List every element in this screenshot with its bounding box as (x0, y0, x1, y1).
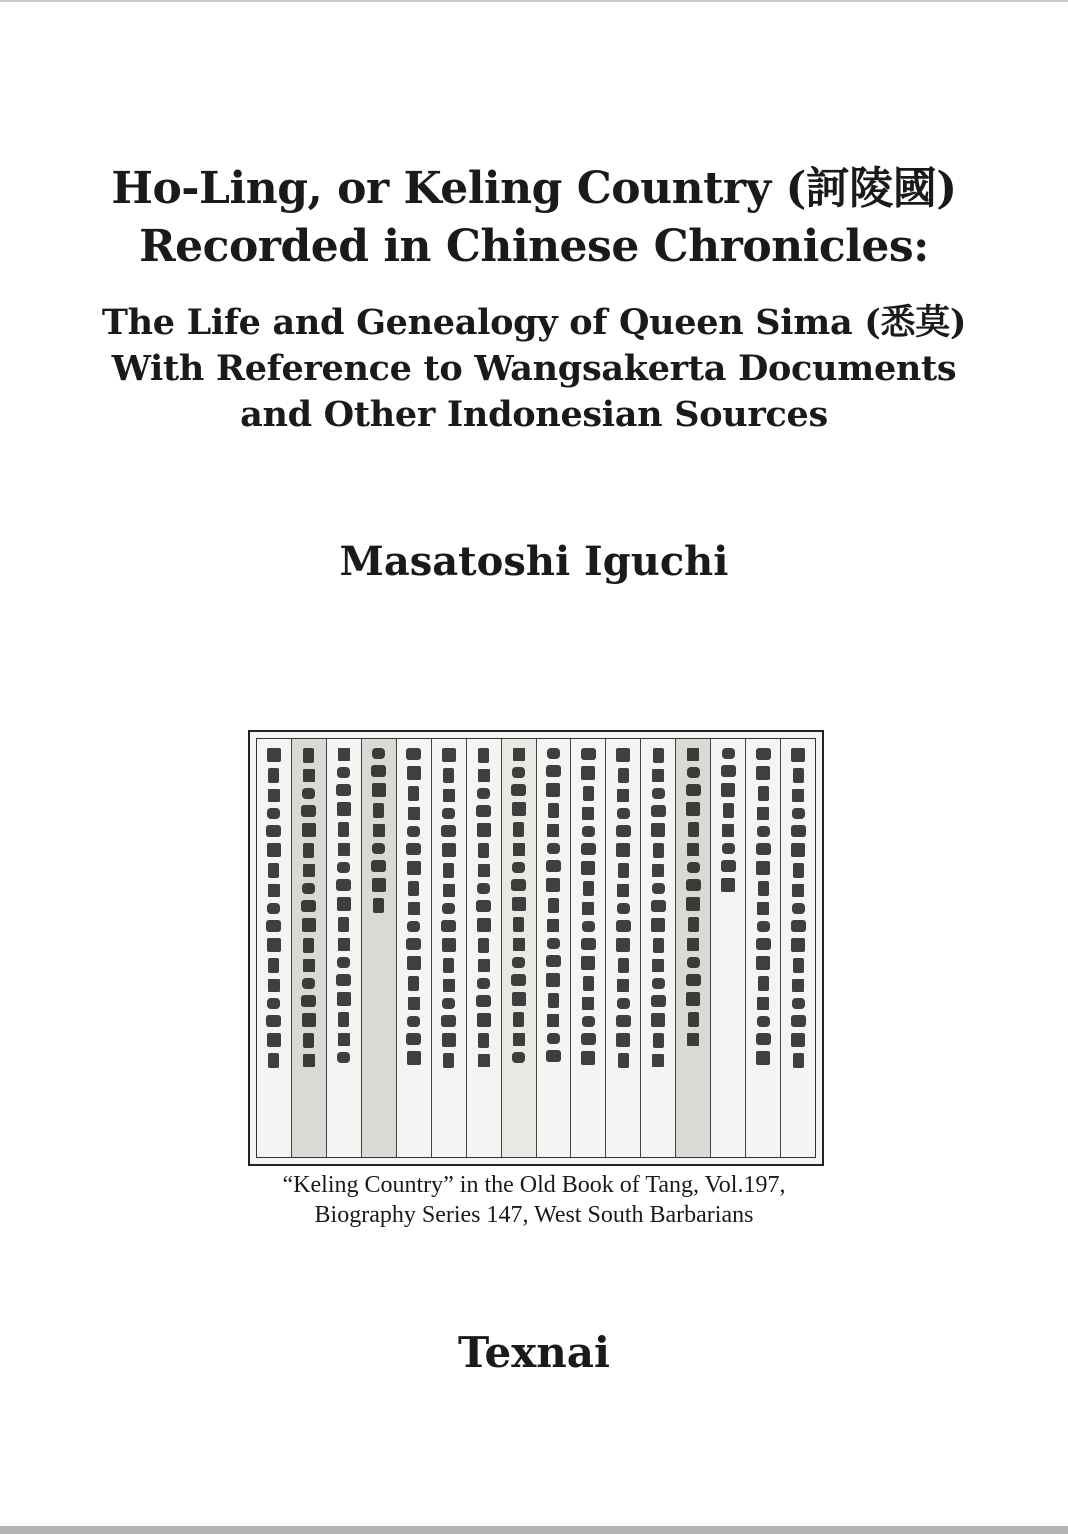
glyph-mark (722, 843, 735, 854)
glyph-mark (478, 938, 489, 953)
glyph-mark (373, 803, 384, 818)
caption-line-2: Biography Series 147, West South Barbarians (314, 1202, 754, 1228)
glyph-mark (721, 765, 736, 777)
glyph-mark (582, 921, 595, 932)
text-column (501, 739, 536, 1157)
glyph-mark (513, 1012, 524, 1027)
glyph-mark (513, 843, 525, 856)
text-column (780, 739, 815, 1157)
subtitle-line-3: and Other Indonesian Sources (240, 394, 828, 435)
glyph-mark (616, 748, 630, 762)
glyph-mark (686, 974, 701, 986)
text-column (396, 739, 431, 1157)
glyph-mark (756, 748, 771, 760)
glyph-mark (511, 784, 526, 796)
glyph-mark (652, 978, 665, 989)
glyph-mark (653, 1033, 664, 1048)
glyph-mark (337, 802, 351, 816)
glyph-mark (302, 823, 316, 837)
glyph-mark (618, 863, 629, 878)
glyph-mark (792, 998, 805, 1009)
glyph-mark (757, 826, 770, 837)
glyph-mark (511, 974, 526, 986)
glyph-mark (652, 883, 665, 894)
glyph-mark (371, 860, 386, 872)
glyph-mark (793, 958, 804, 973)
glyph-mark (546, 878, 560, 892)
chronicle-text-columns (256, 738, 816, 1158)
subtitle-line-2: With Reference to Wangsakerta Documents (111, 348, 957, 389)
glyph-mark (792, 884, 804, 897)
glyph-mark (268, 884, 280, 897)
glyph-mark (477, 883, 490, 894)
glyph-mark (338, 843, 350, 856)
glyph-mark (547, 919, 559, 932)
glyph-mark (303, 748, 314, 763)
glyph-mark (756, 861, 770, 875)
glyph-mark (301, 995, 316, 1007)
glyph-mark (478, 748, 489, 763)
glyph-mark (442, 808, 455, 819)
glyph-mark (791, 938, 805, 952)
glyph-mark (406, 748, 421, 760)
glyph-mark (653, 843, 664, 858)
caption-line-1: “Keling Country” in the Old Book of Tang, Vol.197, (282, 1172, 786, 1198)
glyph-mark (687, 1033, 699, 1046)
glyph-mark (652, 864, 664, 877)
glyph-mark (442, 903, 455, 914)
glyph-mark (441, 825, 456, 837)
glyph-mark (791, 1015, 806, 1027)
glyph-mark (686, 802, 700, 816)
glyph-mark (581, 956, 595, 970)
text-column (745, 739, 780, 1157)
text-column (605, 739, 640, 1157)
glyph-mark (686, 992, 700, 1006)
glyph-mark (756, 1051, 770, 1065)
glyph-mark (302, 1013, 316, 1027)
glyph-mark (756, 956, 770, 970)
glyph-mark (408, 807, 420, 820)
glyph-mark (653, 938, 664, 953)
glyph-mark (337, 897, 351, 911)
glyph-mark (407, 861, 421, 875)
glyph-mark (756, 843, 771, 855)
glyph-mark (791, 1033, 805, 1047)
publisher-name: Texnai (458, 1328, 610, 1377)
glyph-mark (686, 879, 701, 891)
glyph-mark (372, 748, 385, 759)
glyph-mark (268, 958, 279, 973)
glyph-mark (651, 805, 666, 817)
glyph-mark (792, 903, 805, 914)
glyph-mark (756, 766, 770, 780)
glyph-mark (791, 748, 805, 762)
glyph-mark (372, 843, 385, 854)
glyph-mark (477, 788, 490, 799)
glyph-mark (407, 1016, 420, 1027)
glyph-mark (338, 917, 349, 932)
glyph-mark (442, 843, 456, 857)
glyph-mark (512, 767, 525, 778)
glyph-mark (443, 789, 455, 802)
glyph-mark (303, 1033, 314, 1048)
glyph-mark (616, 825, 631, 837)
glyph-mark (546, 955, 561, 967)
glyph-mark (406, 843, 421, 855)
glyph-mark (371, 765, 386, 777)
glyph-mark (407, 921, 420, 932)
glyph-mark (616, 920, 631, 932)
glyph-mark (513, 822, 524, 837)
glyph-mark (303, 1054, 315, 1067)
glyph-mark (687, 957, 700, 968)
glyph-mark (407, 766, 421, 780)
glyph-mark (476, 900, 491, 912)
glyph-mark (476, 805, 491, 817)
glyph-mark (651, 900, 666, 912)
glyph-mark (616, 843, 630, 857)
glyph-mark (651, 1013, 665, 1027)
glyph-mark (303, 769, 315, 782)
glyph-mark (757, 902, 769, 915)
glyph-mark (408, 881, 419, 896)
glyph-mark (477, 978, 490, 989)
text-column (326, 739, 361, 1157)
text-column (640, 739, 675, 1157)
glyph-mark (408, 902, 420, 915)
glyph-mark (758, 881, 769, 896)
glyph-mark (792, 979, 804, 992)
glyph-mark (687, 767, 700, 778)
glyph-mark (338, 1033, 350, 1046)
glyph-mark (303, 864, 315, 877)
glyph-mark (373, 824, 385, 837)
text-column (675, 739, 710, 1157)
glyph-mark (687, 843, 699, 856)
glyph-mark (618, 1053, 629, 1068)
glyph-mark (688, 822, 699, 837)
glyph-mark (548, 898, 559, 913)
text-column (257, 739, 291, 1157)
glyph-mark (547, 824, 559, 837)
glyph-mark (268, 979, 280, 992)
glyph-mark (688, 1012, 699, 1027)
glyph-mark (477, 1013, 491, 1027)
glyph-mark (617, 903, 630, 914)
glyph-mark (442, 938, 456, 952)
glyph-mark (581, 766, 595, 780)
glyph-mark (582, 826, 595, 837)
glyph-mark (512, 992, 526, 1006)
glyph-mark (337, 862, 350, 873)
author-name: Masatoshi Iguchi (339, 538, 729, 585)
glyph-mark (513, 1033, 525, 1046)
glyph-mark (372, 783, 386, 797)
top-border (0, 0, 1068, 2)
glyph-mark (792, 789, 804, 802)
glyph-mark (758, 786, 769, 801)
glyph-mark (513, 938, 525, 951)
glyph-mark (582, 807, 594, 820)
glyph-mark (512, 862, 525, 873)
glyph-mark (581, 1051, 595, 1065)
glyph-mark (758, 976, 769, 991)
glyph-mark (441, 920, 456, 932)
glyph-mark (546, 1050, 561, 1062)
glyph-mark (653, 748, 664, 763)
glyph-mark (336, 879, 351, 891)
glyph-mark (512, 957, 525, 968)
glyph-mark (617, 884, 629, 897)
glyph-mark (617, 979, 629, 992)
glyph-mark (477, 823, 491, 837)
glyph-mark (268, 768, 279, 783)
glyph-mark (651, 995, 666, 1007)
subtitle-line-1: The Life and Genealogy of Queen Sima (悉莫) (101, 302, 967, 343)
glyph-mark (582, 1016, 595, 1027)
text-column (431, 739, 466, 1157)
glyph-mark (581, 861, 595, 875)
glyph-mark (337, 992, 351, 1006)
glyph-mark (721, 783, 735, 797)
glyph-mark (338, 748, 350, 761)
title-line-2: Recorded in Chinese Chronicles: (139, 221, 929, 272)
glyph-mark (756, 938, 771, 950)
glyph-mark (478, 1054, 490, 1067)
glyph-mark (548, 803, 559, 818)
glyph-mark (303, 938, 314, 953)
glyph-mark (618, 958, 629, 973)
glyph-mark (408, 997, 420, 1010)
glyph-mark (338, 1012, 349, 1027)
glyph-mark (337, 1052, 350, 1063)
glyph-mark (547, 748, 560, 759)
glyph-mark (581, 748, 596, 760)
glyph-mark (652, 959, 664, 972)
glyph-mark (791, 825, 806, 837)
glyph-mark (791, 843, 805, 857)
glyph-mark (513, 917, 524, 932)
glyph-mark (721, 878, 735, 892)
glyph-mark (478, 769, 490, 782)
glyph-mark (406, 938, 421, 950)
glyph-mark (791, 920, 806, 932)
glyph-mark (686, 897, 700, 911)
glyph-mark (512, 897, 526, 911)
glyph-mark (478, 864, 490, 877)
glyph-mark (302, 788, 315, 799)
glyph-mark (443, 958, 454, 973)
text-column (710, 739, 745, 1157)
title-line-1: Ho-Ling, or Keling Country (訶陵國) (111, 163, 957, 214)
glyph-mark (338, 822, 349, 837)
glyph-mark (302, 918, 316, 932)
subtitle-block (0, 300, 1068, 438)
glyph-mark (651, 823, 665, 837)
glyph-mark (267, 748, 281, 762)
glyph-mark (616, 938, 630, 952)
glyph-mark (266, 825, 281, 837)
glyph-mark (722, 748, 735, 759)
glyph-mark (756, 1033, 771, 1045)
glyph-mark (617, 808, 630, 819)
glyph-mark (583, 976, 594, 991)
glyph-mark (546, 973, 560, 987)
glyph-mark (302, 978, 315, 989)
glyph-mark (407, 956, 421, 970)
glyph-mark (407, 1051, 421, 1065)
glyph-mark (337, 957, 350, 968)
glyph-mark (267, 903, 280, 914)
glyph-mark (582, 997, 594, 1010)
glyph-mark (478, 843, 489, 858)
glyph-mark (547, 1014, 559, 1027)
glyph-mark (267, 808, 280, 819)
glyph-mark (793, 1053, 804, 1068)
glyph-mark (757, 1016, 770, 1027)
glyph-mark (651, 918, 665, 932)
glyph-mark (548, 993, 559, 1008)
glyph-mark (546, 783, 560, 797)
glyph-mark (373, 898, 384, 913)
chronicle-page-image (248, 730, 824, 1166)
glyph-mark (757, 807, 769, 820)
glyph-mark (442, 1033, 456, 1047)
glyph-mark (688, 917, 699, 932)
text-column (291, 739, 326, 1157)
glyph-mark (583, 786, 594, 801)
glyph-mark (547, 843, 560, 854)
glyph-mark (443, 1053, 454, 1068)
glyph-mark (266, 1015, 281, 1027)
glyph-mark (547, 938, 560, 949)
glyph-mark (687, 748, 699, 761)
glyph-mark (268, 789, 280, 802)
text-column (466, 739, 501, 1157)
glyph-mark (442, 748, 456, 762)
glyph-mark (301, 805, 316, 817)
glyph-mark (757, 921, 770, 932)
glyph-mark (513, 748, 525, 761)
glyph-mark (618, 768, 629, 783)
glyph-mark (267, 998, 280, 1009)
text-column (570, 739, 605, 1157)
glyph-mark (652, 788, 665, 799)
glyph-mark (686, 784, 701, 796)
text-column (536, 739, 571, 1157)
glyph-mark (266, 920, 281, 932)
title-block (0, 160, 1068, 276)
glyph-mark (581, 843, 596, 855)
glyph-mark (442, 998, 455, 1009)
glyph-mark (477, 918, 491, 932)
glyph-mark (581, 1033, 596, 1045)
glyph-mark (408, 976, 419, 991)
glyph-mark (546, 860, 561, 872)
glyph-mark (721, 860, 736, 872)
glyph-mark (268, 863, 279, 878)
glyph-mark (267, 843, 281, 857)
glyph-mark (478, 1033, 489, 1048)
glyph-mark (336, 974, 351, 986)
glyph-mark (476, 995, 491, 1007)
glyph-mark (443, 979, 455, 992)
glyph-mark (652, 1054, 664, 1067)
glyph-mark (407, 826, 420, 837)
glyph-mark (757, 997, 769, 1010)
glyph-mark (443, 884, 455, 897)
glyph-mark (652, 769, 664, 782)
glyph-mark (512, 802, 526, 816)
glyph-mark (616, 1015, 631, 1027)
glyph-mark (547, 1033, 560, 1044)
glyph-mark (372, 878, 386, 892)
glyph-mark (336, 784, 351, 796)
glyph-mark (512, 1052, 525, 1063)
glyph-mark (546, 765, 561, 777)
glyph-mark (303, 843, 314, 858)
glyph-mark (443, 863, 454, 878)
glyph-mark (687, 938, 699, 951)
glyph-mark (406, 1033, 421, 1045)
glyph-mark (723, 803, 734, 818)
glyph-mark (616, 1033, 630, 1047)
glyph-mark (511, 879, 526, 891)
glyph-mark (267, 1033, 281, 1047)
glyph-mark (441, 1015, 456, 1027)
glyph-mark (617, 998, 630, 1009)
glyph-mark (687, 862, 700, 873)
glyph-mark (722, 824, 734, 837)
bottom-border (0, 1526, 1068, 1534)
glyph-mark (582, 902, 594, 915)
glyph-mark (793, 863, 804, 878)
glyph-mark (617, 789, 629, 802)
glyph-mark (443, 768, 454, 783)
text-column (361, 739, 396, 1157)
glyph-mark (267, 938, 281, 952)
glyph-mark (792, 808, 805, 819)
glyph-mark (581, 938, 596, 950)
figure-caption (0, 1170, 1068, 1230)
glyph-mark (302, 883, 315, 894)
glyph-mark (337, 767, 350, 778)
glyph-mark (338, 938, 350, 951)
glyph-mark (408, 786, 419, 801)
glyph-mark (583, 881, 594, 896)
glyph-mark (301, 900, 316, 912)
glyph-mark (793, 768, 804, 783)
glyph-mark (303, 959, 315, 972)
glyph-mark (478, 959, 490, 972)
glyph-mark (268, 1053, 279, 1068)
